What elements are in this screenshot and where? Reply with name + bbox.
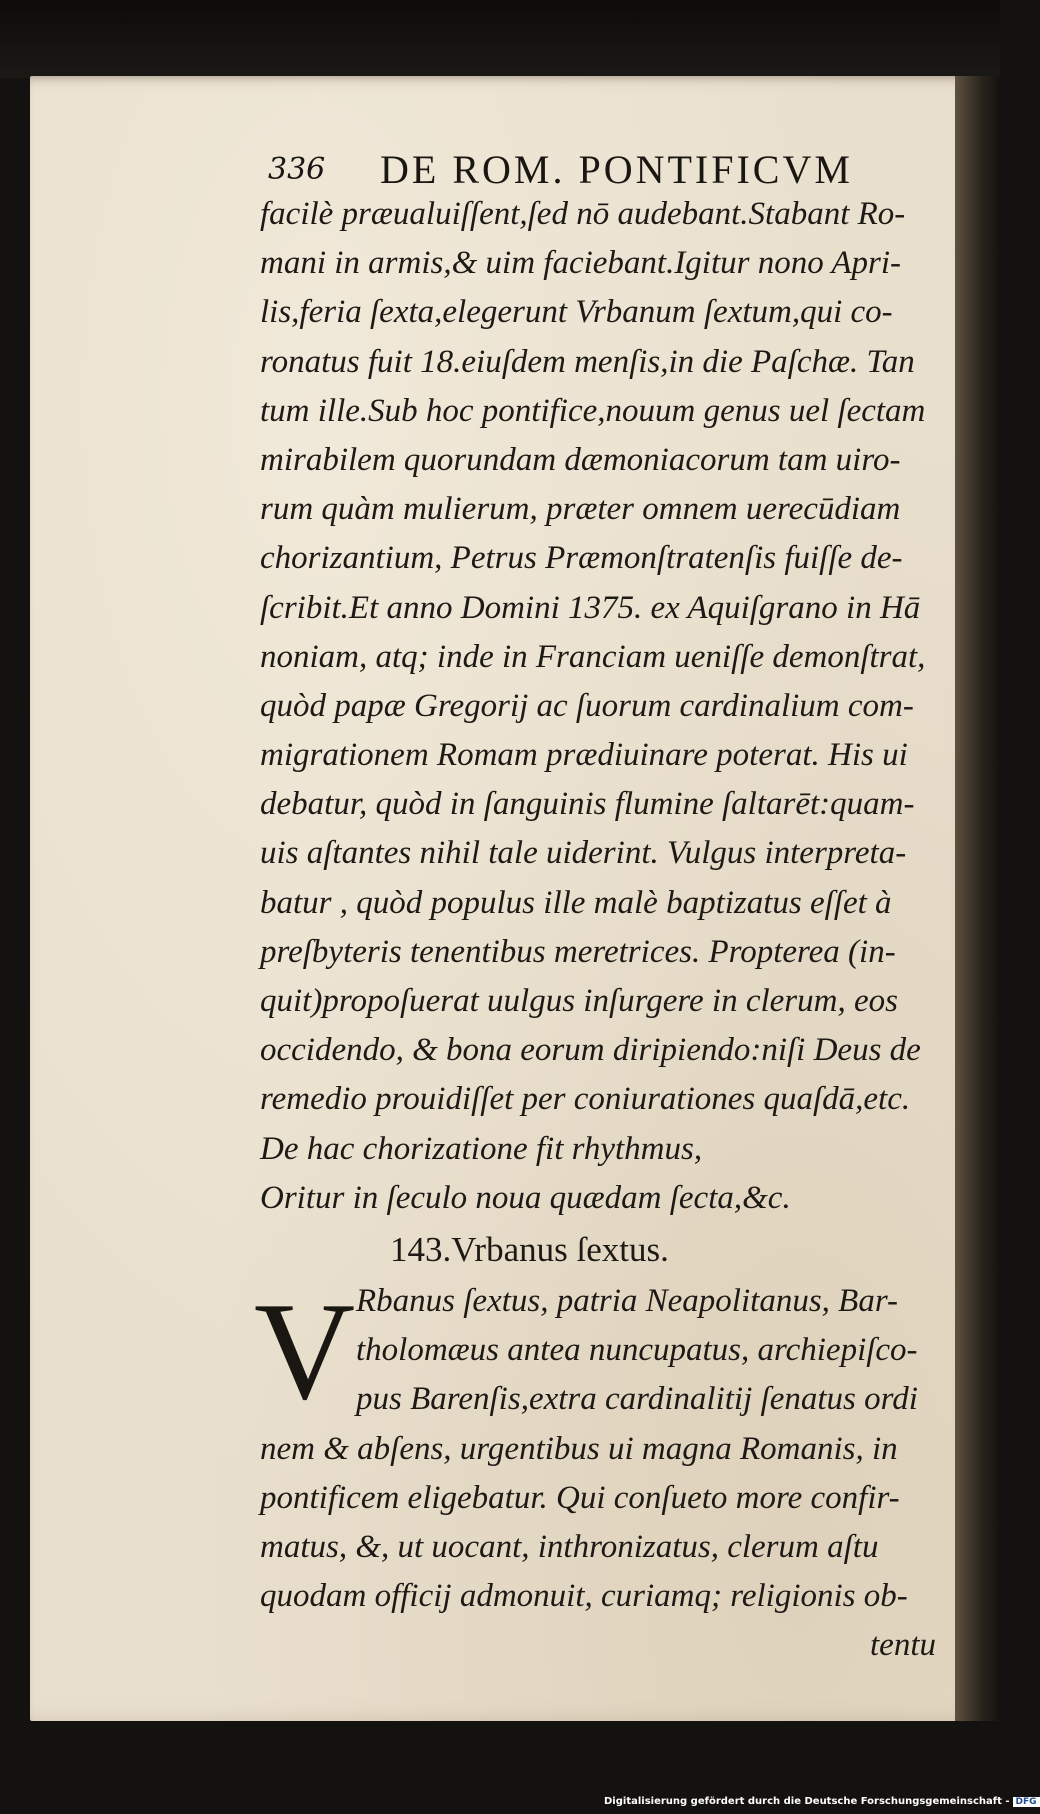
section-heading: 143.Vrbanus ſextus. xyxy=(390,1229,669,1269)
text-line: pus Barenſis,extra cardinalitij ſenatus ordi xyxy=(356,1381,918,1418)
text-line: preſbyteris tenentibus meretrices. Propterea (in- xyxy=(260,933,896,970)
text-line: Rbanus ſextus, patria Neapolitanus, Bar- xyxy=(356,1282,898,1319)
text-line: occidendo, & bona eorum diripiendo:niſi Deus de xyxy=(260,1032,921,1069)
text-line: nem & abſens, urgentibus ui magna Romanis, in xyxy=(260,1430,898,1467)
text-line: quòd papæ Gregorij ac ſuorum cardinalium com- xyxy=(260,687,914,724)
text-line: uis aſtantes nihil tale uiderint. Vulgus interpreta- xyxy=(260,835,907,872)
text-line: De hac chorizatione fit rhythmus, xyxy=(260,1130,703,1167)
text-line: debatur, quòd in ſanguinis flumine ſaltarēt:quam- xyxy=(260,786,915,823)
running-title: DE ROM. PONTIFICVM xyxy=(380,147,853,192)
text-line: quit)propoſuerat uulgus inſurgere in clerum, eos xyxy=(260,983,898,1019)
text-line: mani in armis,& uim faciebant.Igitur nono Apri- xyxy=(260,245,902,282)
dfg-logo: DFG xyxy=(1013,1797,1040,1807)
text-line: remedio prouidiſſet per coniurationes quaſdā,etc. xyxy=(260,1081,911,1118)
drop-cap-initial: V xyxy=(254,1273,356,1429)
text-line: tholomæus antea nuncupatus, archiepiſco- xyxy=(356,1332,918,1369)
book-gutter xyxy=(955,76,1000,1721)
credit-text: Digitalisierung gefördert durch die Deutsche Forschungsgemeinschaft - xyxy=(604,1796,1010,1807)
scan-top-shadow xyxy=(0,0,1000,78)
text-line: noniam, atq; inde in Franciam ueniſſe demonſtrat, xyxy=(260,638,926,675)
text-line: chorizantium, Petrus Præmonſtratenſis fuiſſe de- xyxy=(260,540,903,577)
text-line: mirabilem quorundam dæmoniacorum tam uiro- xyxy=(260,441,901,478)
text-line: pontificem eligebatur. Qui conſueto more confir- xyxy=(260,1479,900,1516)
catchword: tentu xyxy=(870,1627,936,1664)
page-header xyxy=(268,146,918,196)
text-block xyxy=(254,190,940,1670)
text-line: tum ille.Sub hoc pontifice,nouum genus uel ſectam xyxy=(260,392,926,429)
section-paragraph xyxy=(254,1273,940,1621)
text-line: batur , quòd populus ille malè baptizatus eſſet à xyxy=(260,884,892,921)
text-line: facilè præualuiſſent,ſed nō audebant.Stabant Ro- xyxy=(260,196,906,232)
text-line: rum quàm mulierum, præter omnem uerecūdiam xyxy=(260,491,901,528)
folio-number: 336 xyxy=(268,152,326,187)
text-line: ſcribit.Et anno Domini 1375. ex Aquiſgrano in Hā xyxy=(260,589,921,626)
digitization-credit xyxy=(604,1796,1040,1807)
text-line: migrationem Romam prædiuinare poterat. His ui xyxy=(260,737,908,774)
text-line: matus, &, ut uocant, inthronizatus, clerum aſtu xyxy=(260,1528,879,1565)
text-line: ronatus fuit 18.eiuſdem menſis,in die Paſchæ. Tan xyxy=(260,343,915,380)
text-line: lis,feria ſexta,elegerunt Vrbanum ſextum,qui co- xyxy=(260,294,893,331)
text-line: quodam officij admonuit, curiamq; religionis ob- xyxy=(260,1578,908,1615)
text-line: Oritur in ſeculo noua quædam ſecta,&c. xyxy=(260,1179,791,1216)
